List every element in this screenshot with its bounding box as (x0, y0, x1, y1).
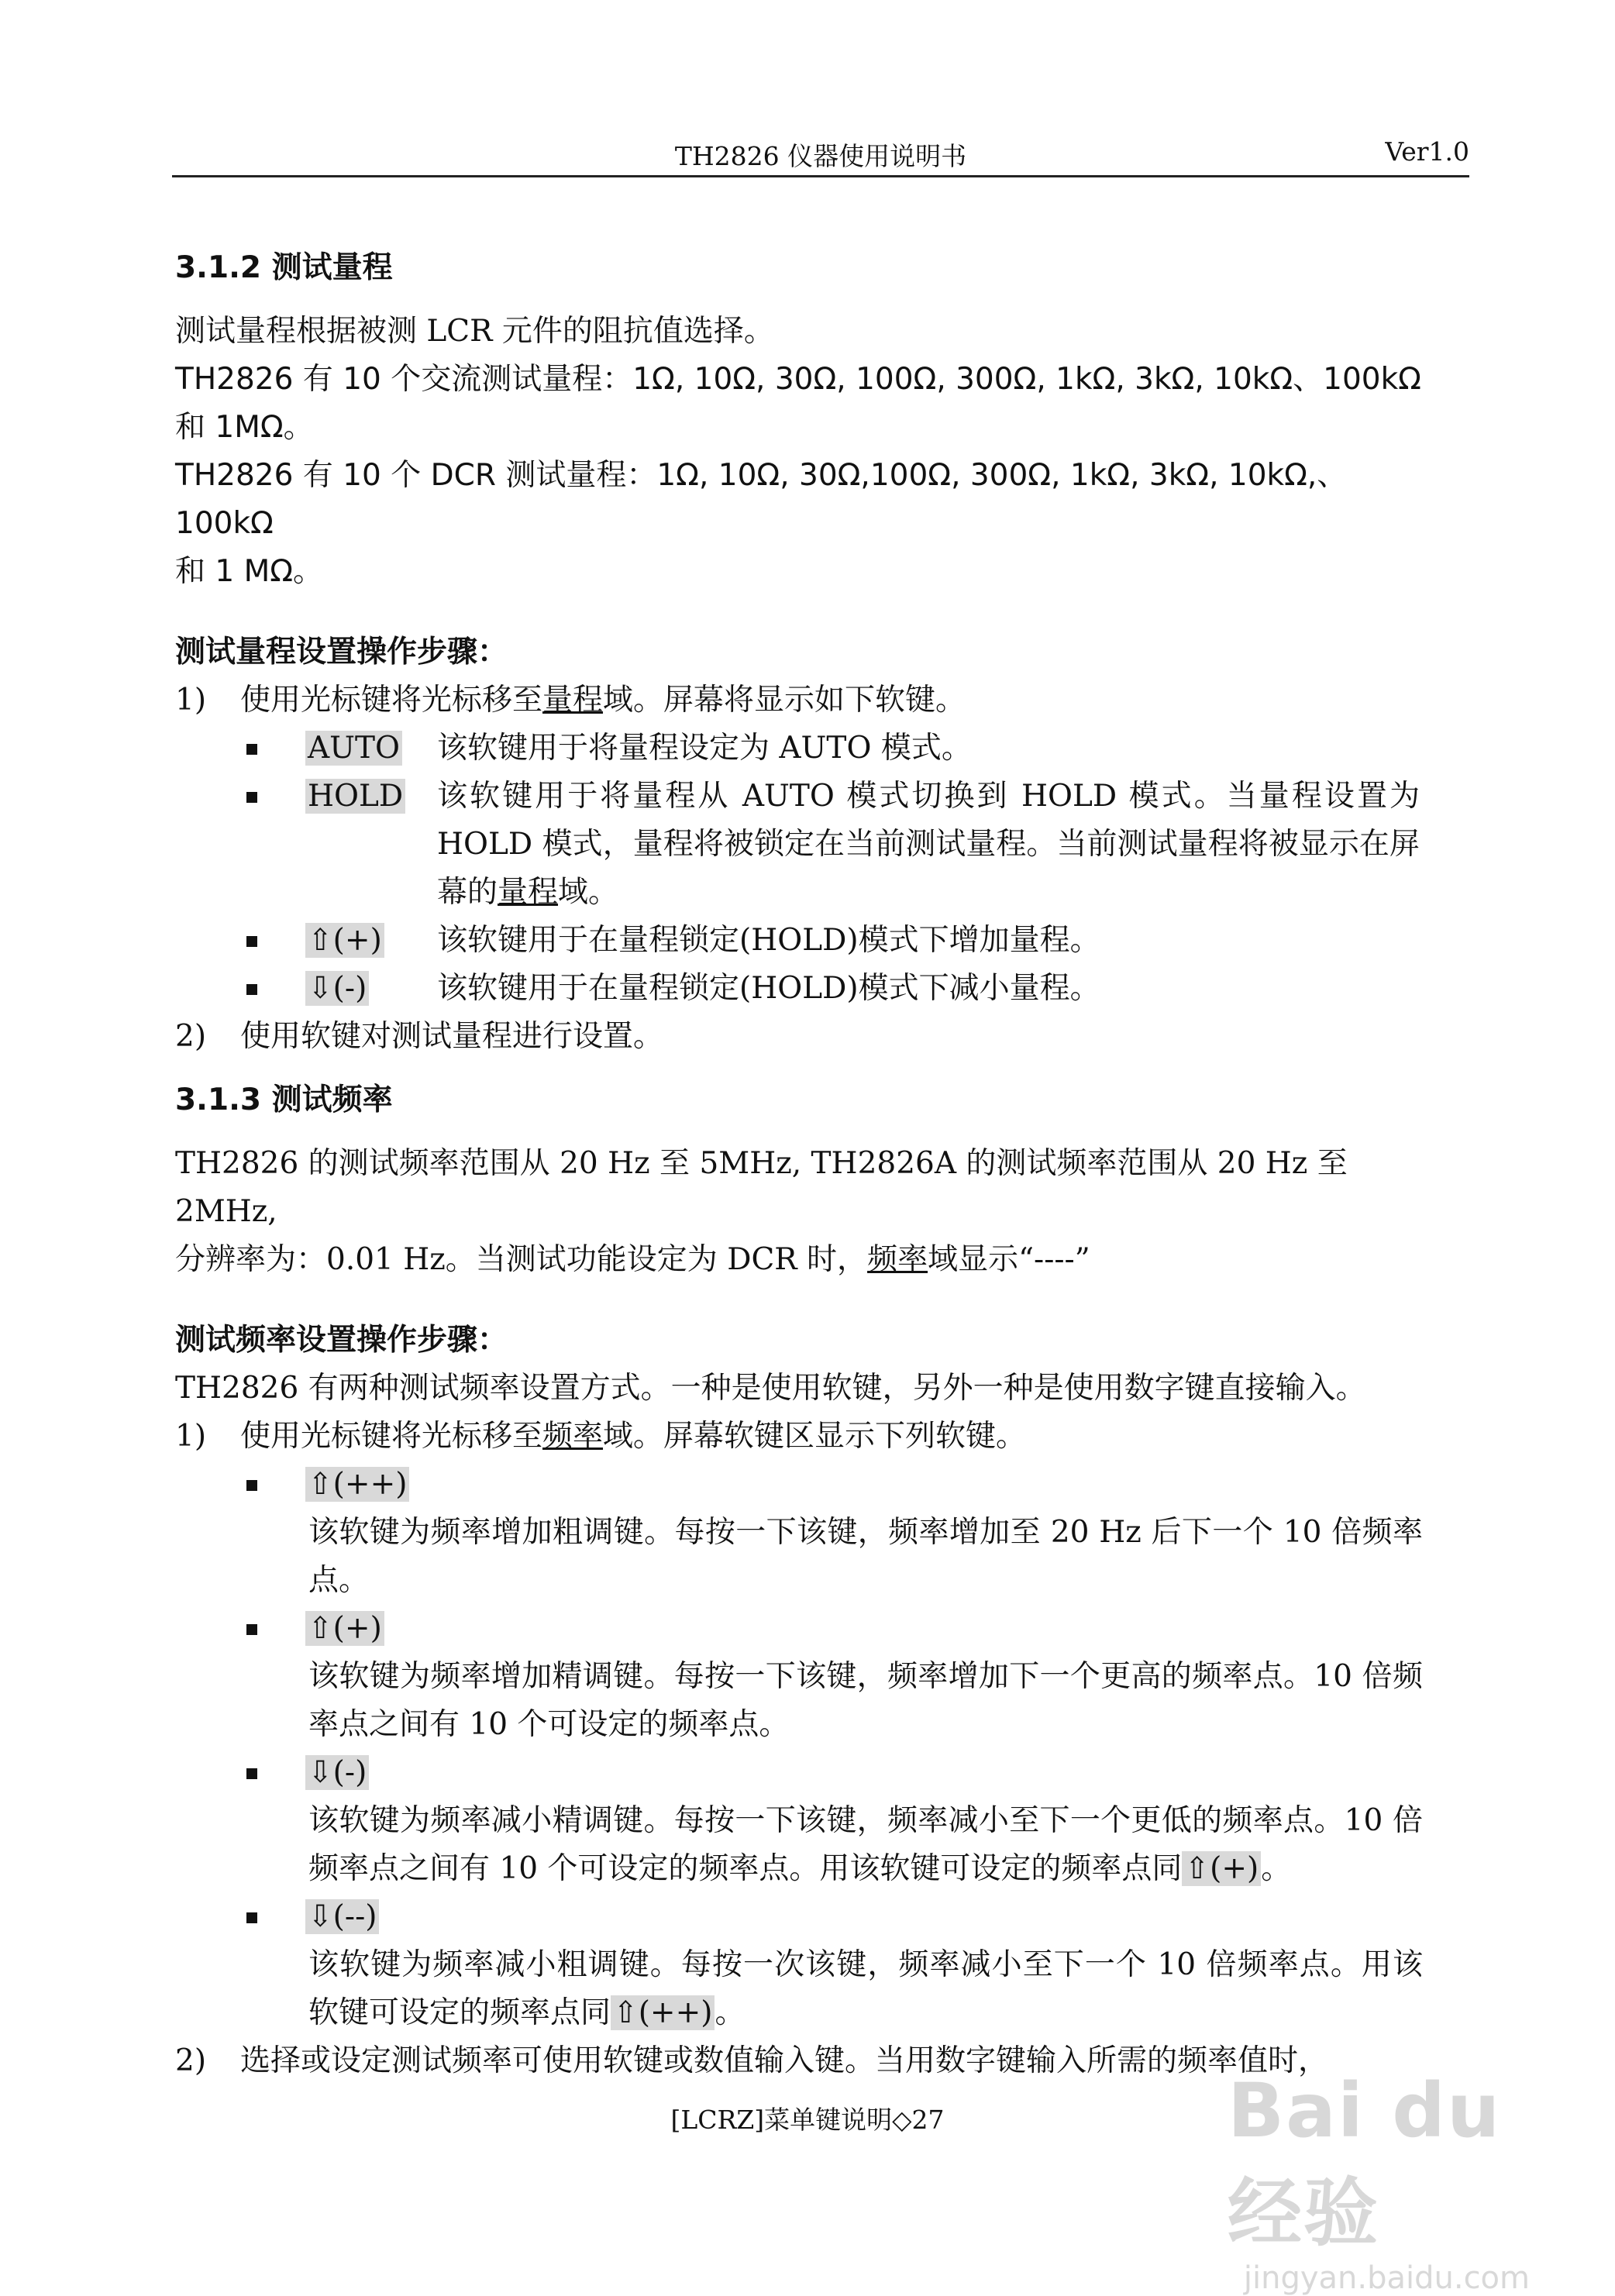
softkey-description: 该软键为频率减小粗调键。每按一次该键，频率减小至下一个 10 倍频率点。用该软键可设定的频率点同⇧(++)。 (308, 1947, 1423, 2030)
page-footer: [LCRZ]菜单键说明◇27 (670, 2105, 945, 2135)
softkey-description: 该软键为频率增加精调键。每按一下该键，频率增加下一个更高的频率点。10 倍频率点之间有 10 个可设定的频率点。 (308, 1659, 1423, 1742)
list-item: ⇩(-) 该软键用于在量程锁定(HOLD)模式下减小量程。 (175, 965, 1423, 1013)
field-link: 频率 (542, 1419, 604, 1454)
paragraph: TH2826 有 10 个 DCR 测试量程：1Ω, 10Ω, 30Ω,100Ω, 300Ω, 1kΩ, 3kΩ, 10kΩ,、100kΩ (175, 458, 1348, 541)
softkey-label: ⇩(-) (305, 1755, 369, 1790)
bullet-square-icon (246, 1480, 257, 1491)
step-number: 1) (175, 683, 207, 718)
list-item: AUTO 该软键用于将量程设定为 AUTO 模式。 (175, 725, 1423, 773)
page-header (172, 132, 1469, 177)
step-item: 1) 使用光标键将光标移至频率域。屏幕软键区显示下列软键。 (175, 1413, 1423, 1461)
list-item (175, 1461, 1423, 1509)
bullet-square-icon (246, 984, 257, 995)
softkey-label: ⇧(+) (305, 1611, 384, 1646)
step-item: 2) 选择或设定测试频率可使用软键或数值输入键。当用数字键输入所需的频率值时， (175, 2037, 1423, 2085)
softkey-label: ⇩(--) (305, 1899, 379, 1934)
softkey-label: ⇧(+) (305, 923, 384, 958)
header-title: TH2826 仪器使用说明书 (674, 141, 967, 171)
watermark-url: jingyan.baidu.com (1243, 2260, 1530, 2296)
softkey-label: ⇧(++) (305, 1467, 409, 1502)
watermark-text: Bai du 经验 (1228, 2067, 1502, 2256)
paragraph: TH2826 的测试频率范围从 20 Hz 至 5MHz, TH2826A 的测试频率范围从 20 Hz 至 2MHz, (175, 1146, 1348, 1229)
paragraph: 和 1MΩ。 (175, 410, 314, 445)
steps-heading: 测试量程设置操作步骤： (175, 635, 508, 670)
softkey-description: 该软键为频率增加粗调键。每按一下该键，频率增加至 20 Hz 后下一个 10 倍频率点。 (308, 1515, 1423, 1598)
page-content (175, 244, 1423, 2085)
section-heading-3-1-2: 3.1.2 测试量程 (175, 250, 393, 285)
paragraph: 和 1 MΩ。 (175, 554, 324, 589)
section-heading-3-1-3: 3.1.3 测试频率 (175, 1083, 393, 1117)
softkey-description: 该软键为频率减小精调键。每按一下该键，频率减小至下一个更低的频率点。10 倍频率点之间有 10 个可设定的频率点。用该软键可设定的频率点同⇧(+)。 (308, 1803, 1423, 1886)
paragraph: TH2826 有 10 个交流测试量程：1Ω, 10Ω, 30Ω, 100Ω, 300Ω, 1kΩ, 3kΩ, 10kΩ、100kΩ (175, 362, 1421, 397)
field-link: 量程 (542, 683, 604, 718)
softkey-label: ⇩(-) (305, 971, 369, 1006)
bullet-square-icon (246, 744, 257, 755)
step-number: 1) (175, 1419, 207, 1454)
bullet-square-icon (246, 1768, 257, 1779)
list-item (175, 1893, 1423, 1941)
bullet-square-icon (246, 1624, 257, 1635)
step-number: 2) (175, 2043, 207, 2078)
steps-heading: 测试频率设置操作步骤： (175, 1323, 508, 1358)
field-link: 频率 (867, 1242, 928, 1277)
list-item (175, 1605, 1423, 1653)
header-version: Ver1.0 (1385, 136, 1469, 167)
paragraph: 分辨率为：0.01 Hz。当测试功能设定为 DCR 时，频率域显示“----” (175, 1242, 1090, 1277)
step-item: 1) 使用光标键将光标移至量程域。屏幕将显示如下软键。 (175, 676, 1423, 725)
bullet-square-icon (246, 792, 257, 803)
baidu-watermark-logo (1228, 2067, 1553, 2296)
step-item: 2) 使用软键对测试量程进行设置。 (175, 1013, 1423, 1061)
list-item: HOLD 该软键用于将量程从 AUTO 模式切换到 HOLD 模式。当量程设置为 HOLD 模式，量程将被锁定在当前测试量程。当前测试量程将被显示在屏幕的量程域。 (175, 773, 1423, 917)
softkey-label: HOLD (305, 779, 405, 814)
bullet-square-icon (246, 936, 257, 947)
paragraph: 测试量程根据被测 LCR 元件的阻抗值选择。 (175, 314, 774, 349)
step-number: 2) (175, 1019, 207, 1054)
list-item: ⇧(+) 该软键用于在量程锁定(HOLD)模式下增加量程。 (175, 917, 1423, 965)
paragraph: TH2826 有两种测试频率设置方式。一种是使用软键，另外一种是使用数字键直接输入。 (175, 1371, 1366, 1406)
bullet-square-icon (246, 1912, 257, 1923)
list-item (175, 1749, 1423, 1797)
softkey-label: AUTO (305, 731, 402, 766)
